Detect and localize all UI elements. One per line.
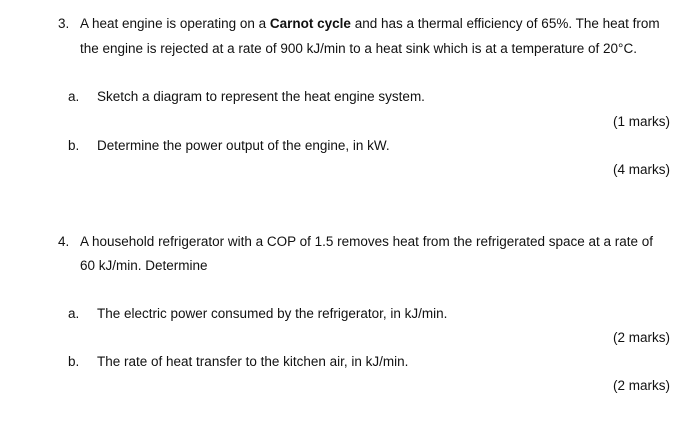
question-4b-text: The rate of heat transfer to the kitchen air, in kJ/min. (97, 354, 409, 369)
question-3a-text: Sketch a diagram to represent the heat engine system. (97, 89, 425, 104)
question-4-number: 4. (58, 234, 70, 249)
question-4a-marks: (2 marks) (613, 330, 670, 345)
question-3a-letter: a. (68, 89, 80, 104)
question-3b-marks: (4 marks) (613, 162, 670, 177)
question-4a-text: The electric power consumed by the refrigerator, in kJ/min. (97, 306, 448, 321)
question-3a-marks: (1 marks) (613, 114, 670, 129)
question-3-line-1-pre: A heat engine is operating on a (80, 16, 270, 31)
question-3b-letter: b. (68, 138, 80, 153)
question-4-line-1: A household refrigerator with a COP of 1.5 removes heat from the refrigerated space at a rate of (80, 234, 654, 249)
question-3-line-2: the engine is rejected at a rate of 900 kJ/min to a heat sink which is at a temperature of 20°C. (80, 41, 637, 56)
question-4a-letter: a. (68, 306, 80, 321)
question-4b-marks: (2 marks) (613, 378, 670, 393)
question-4-line-2: 60 kJ/min. Determine (80, 258, 208, 273)
question-3b-text: Determine the power output of the engine, in kW. (97, 138, 390, 153)
question-3-number: 3. (58, 16, 70, 31)
question-4b-letter: b. (68, 354, 80, 369)
question-3-line-1-post: and has a thermal efficiency of 65%. The heat from (350, 16, 660, 31)
question-3-bold-term: Carnot cycle (269, 16, 351, 31)
question-3-line-1 (80, 16, 660, 31)
